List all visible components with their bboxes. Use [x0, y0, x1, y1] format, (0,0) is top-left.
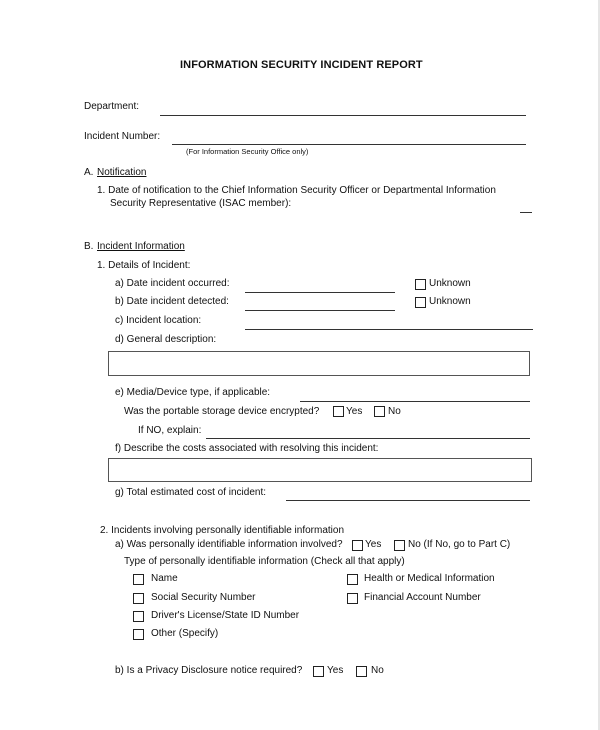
encrypted-no-checkbox[interactable] [374, 406, 385, 417]
date-detected-unknown-label: Unknown [429, 296, 471, 307]
date-occurred-field[interactable] [245, 292, 395, 293]
section-a-heading: Notification [97, 167, 147, 178]
pii-involved-yes-label: Yes [365, 539, 382, 550]
encrypted-yes-checkbox[interactable] [333, 406, 344, 417]
pii-other-checkbox[interactable] [133, 629, 144, 640]
pii-involved-question: a) Was personally identifiable information involved? [115, 539, 343, 550]
incident-number-label: Incident Number: [84, 131, 161, 142]
costs-label: f) Describe the costs associated with resolving this incident: [115, 443, 379, 454]
date-occurred-label: a) Date incident occurred: [115, 278, 230, 289]
incident-number-note: (For Information Security Office only) [186, 147, 309, 156]
pii-ssn-checkbox[interactable] [133, 593, 144, 604]
pii-type-instruction: Type of personally identifiable information (Check all that apply) [124, 556, 405, 567]
pii-name-label: Name [151, 573, 178, 584]
pii-financial-label: Financial Account Number [364, 592, 481, 603]
if-no-explain-field[interactable] [206, 438, 530, 439]
pii-name-checkbox[interactable] [133, 574, 144, 585]
report-title: INFORMATION SECURITY INCIDENT REPORT [180, 59, 423, 71]
privacy-notice-yes-checkbox[interactable] [313, 666, 324, 677]
pii-heading: 2. Incidents involving personally identifiable information [100, 525, 345, 536]
notification-item-line1: 1. Date of notification to the Chief Information Security Officer or Departmental Information [97, 185, 496, 196]
encrypted-yes-label: Yes [346, 406, 363, 417]
encrypted-no-label: No [388, 406, 401, 417]
pii-health-label: Health or Medical Information [364, 573, 495, 584]
notification-date-field[interactable] [520, 212, 532, 213]
if-no-explain-label: If NO, explain: [138, 425, 202, 436]
date-detected-unknown-checkbox[interactable] [415, 297, 426, 308]
privacy-notice-no-checkbox[interactable] [356, 666, 367, 677]
date-occurred-unknown-checkbox[interactable] [415, 279, 426, 290]
location-label: c) Incident location: [115, 315, 202, 326]
encrypted-question: Was the portable storage device encrypted? [124, 406, 320, 417]
pii-ssn-label: Social Security Number [151, 592, 256, 603]
total-cost-field[interactable] [286, 500, 530, 501]
date-detected-label: b) Date incident detected: [115, 296, 229, 307]
costs-box[interactable] [108, 458, 532, 482]
details-heading: 1. Details of Incident: [97, 260, 191, 271]
media-type-label: e) Media/Device type, if applicable: [115, 387, 271, 398]
general-description-box[interactable] [108, 351, 530, 376]
location-field[interactable] [245, 329, 533, 330]
privacy-notice-yes-label: Yes [327, 665, 344, 676]
department-field[interactable] [160, 115, 526, 116]
notification-item-line2: Security Representative (ISAC member): [110, 198, 292, 209]
media-type-field[interactable] [300, 401, 530, 402]
pii-drivers-license-label: Driver's License/State ID Number [151, 610, 300, 621]
pii-involved-no-checkbox[interactable] [394, 540, 405, 551]
privacy-notice-question: b) Is a Privacy Disclosure notice required? [115, 665, 303, 676]
pii-involved-no-label: No (If No, go to Part C) [408, 539, 511, 550]
general-description-label: d) General description: [115, 334, 217, 345]
incident-number-field[interactable] [172, 144, 526, 145]
total-cost-label: g) Total estimated cost of incident: [115, 487, 267, 498]
pii-financial-checkbox[interactable] [347, 593, 358, 604]
pii-drivers-license-checkbox[interactable] [133, 611, 144, 622]
privacy-notice-no-label: No [371, 665, 384, 676]
section-b-letter: B. [84, 241, 94, 252]
date-detected-field[interactable] [245, 310, 395, 311]
pii-health-checkbox[interactable] [347, 574, 358, 585]
date-occurred-unknown-label: Unknown [429, 278, 471, 289]
section-a-letter: A. [84, 167, 94, 178]
section-b-heading: Incident Information [97, 241, 185, 252]
pii-other-label: Other (Specify) [151, 628, 219, 639]
pii-involved-yes-checkbox[interactable] [352, 540, 363, 551]
department-label: Department: [84, 101, 140, 112]
